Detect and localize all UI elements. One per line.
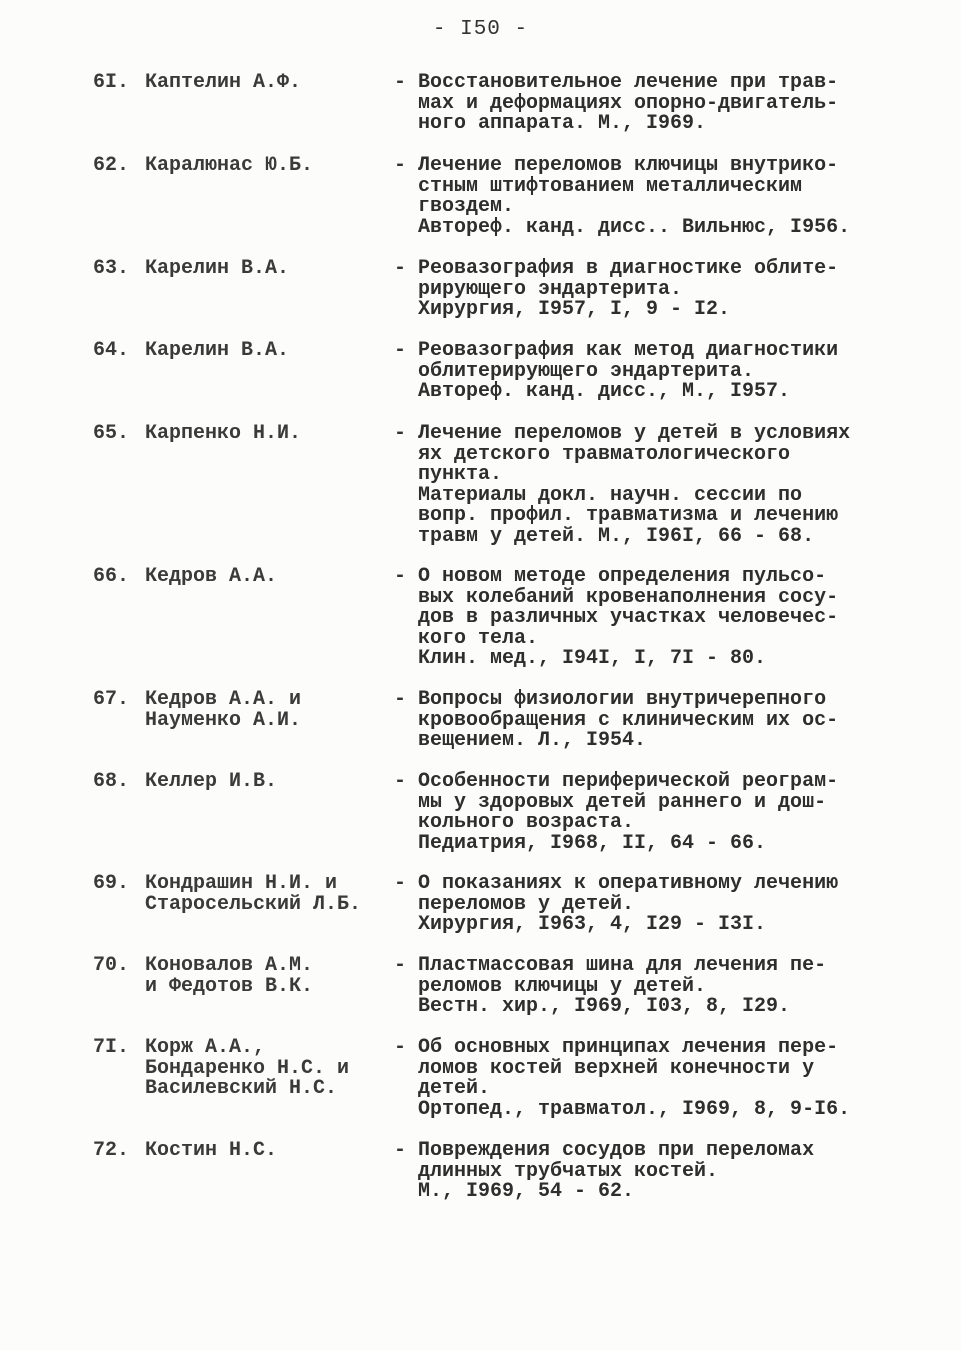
entry-number: 64. bbox=[93, 339, 130, 362]
entry-dash: - bbox=[394, 154, 407, 177]
entry-author: Карелин В.А. bbox=[145, 257, 290, 280]
entry-number: 68. bbox=[93, 770, 130, 793]
entry-author: Карпенко Н.И. bbox=[145, 422, 302, 445]
entry-dash: - bbox=[394, 688, 407, 711]
page-number: - I50 - bbox=[432, 18, 529, 41]
entry-author: Кедров А.А. и Науменко А.И. bbox=[145, 688, 302, 732]
entry-title: Пластмассовая шина для лечения пе- реломов ключицы у детей. Вестн. хир., I969, I03, 8, I29. bbox=[418, 954, 827, 1018]
entry-number: 67. bbox=[93, 688, 130, 711]
entry-author: Келлер И.В. bbox=[145, 770, 278, 793]
entry-author: Каптелин А.Ф. bbox=[145, 71, 302, 94]
entry-dash: - bbox=[394, 1036, 407, 1059]
entry-dash: - bbox=[394, 1139, 407, 1162]
entry-author: Корж А.А., Бондаренко Н.С. и Василевский Н.С. bbox=[145, 1036, 350, 1100]
entry-title: Восстановительное лечение при трав- мах и деформациях опорно-двигатель- ного аппарата. М., I969. bbox=[418, 71, 839, 135]
entry-author: Карелин В.А. bbox=[145, 339, 290, 362]
entry-dash: - bbox=[394, 954, 407, 977]
entry-author: Костин Н.С. bbox=[145, 1139, 278, 1162]
entry-author: Каралюнас Ю.Б. bbox=[145, 154, 314, 177]
entry-number: 69. bbox=[93, 872, 130, 895]
entry-dash: - bbox=[394, 422, 407, 445]
entry-title: О показаниях к оперативному лечению переломов у детей. Хирургия, I963, 4, I29 - I3I. bbox=[418, 872, 839, 936]
entry-dash: - bbox=[394, 71, 407, 94]
entry-title: Особенности периферической реограм- мы у здоровых детей раннего и дош- кольного возраста. Педиатрия, I968, II, 64 - 66. bbox=[418, 770, 839, 855]
entry-number: 62. bbox=[93, 154, 130, 177]
entry-title: Вопросы физиологии внутричерепного кровообращения с клиническим их ос- вещением. Л., I954. bbox=[418, 688, 839, 752]
entry-number: 63. bbox=[93, 257, 130, 280]
entry-author: Кондрашин Н.И. и Старосельский Л.Б. bbox=[145, 872, 362, 916]
entry-number: 70. bbox=[93, 954, 130, 977]
entry-number: 65. bbox=[93, 422, 130, 445]
entry-title: Реовазография в диагностике облите- рирующего эндартерита. Хирургия, I957, I, 9 - I2. bbox=[418, 257, 839, 321]
entry-author: Коновалов А.М. и Федотов В.К. bbox=[145, 954, 314, 998]
entry-dash: - bbox=[394, 770, 407, 793]
entry-title: Повреждения сосудов при переломах длинных трубчатых костей. М., I969, 54 - 62. bbox=[418, 1139, 815, 1203]
entry-title: Лечение переломов ключицы внутрико- стным штифтованием металлическим гвоздем. Автореф. канд. дисс.. Вильнюс, I956. bbox=[418, 154, 851, 239]
entry-author: Кедров А.А. bbox=[145, 565, 278, 588]
entry-dash: - bbox=[394, 257, 407, 280]
entry-number: 6I. bbox=[93, 71, 130, 94]
entry-dash: - bbox=[394, 872, 407, 895]
entry-dash: - bbox=[394, 565, 407, 588]
entry-title: Реовазография как метод диагностики облитерирующего эндартерита. Автореф. канд. дисс., М., I957. bbox=[418, 339, 839, 403]
entry-title: Об основных принципах лечения пере- ломов костей верхней конечности у детей. Ортопед., травматол., I969, 8, 9-I6. bbox=[418, 1036, 851, 1121]
entry-number: 66. bbox=[93, 565, 130, 588]
entry-dash: - bbox=[394, 339, 407, 362]
entry-title: О новом методе определения пульсо- вых колебаний кровенаполнения сосу- дов в различных участках человечес- кого тела. Клин. мед., I94I, I, 7I - 80. bbox=[418, 565, 839, 670]
entry-number: 7I. bbox=[93, 1036, 130, 1059]
entry-title: Лечение переломов у детей в условиях ях детского травматологического пункта. Материалы докл. научн. сессии по вопр. профил. травматизма и лечению травм у детей. М., I96I, 66 - 68. bbox=[418, 422, 851, 548]
entry-number: 72. bbox=[93, 1139, 130, 1162]
